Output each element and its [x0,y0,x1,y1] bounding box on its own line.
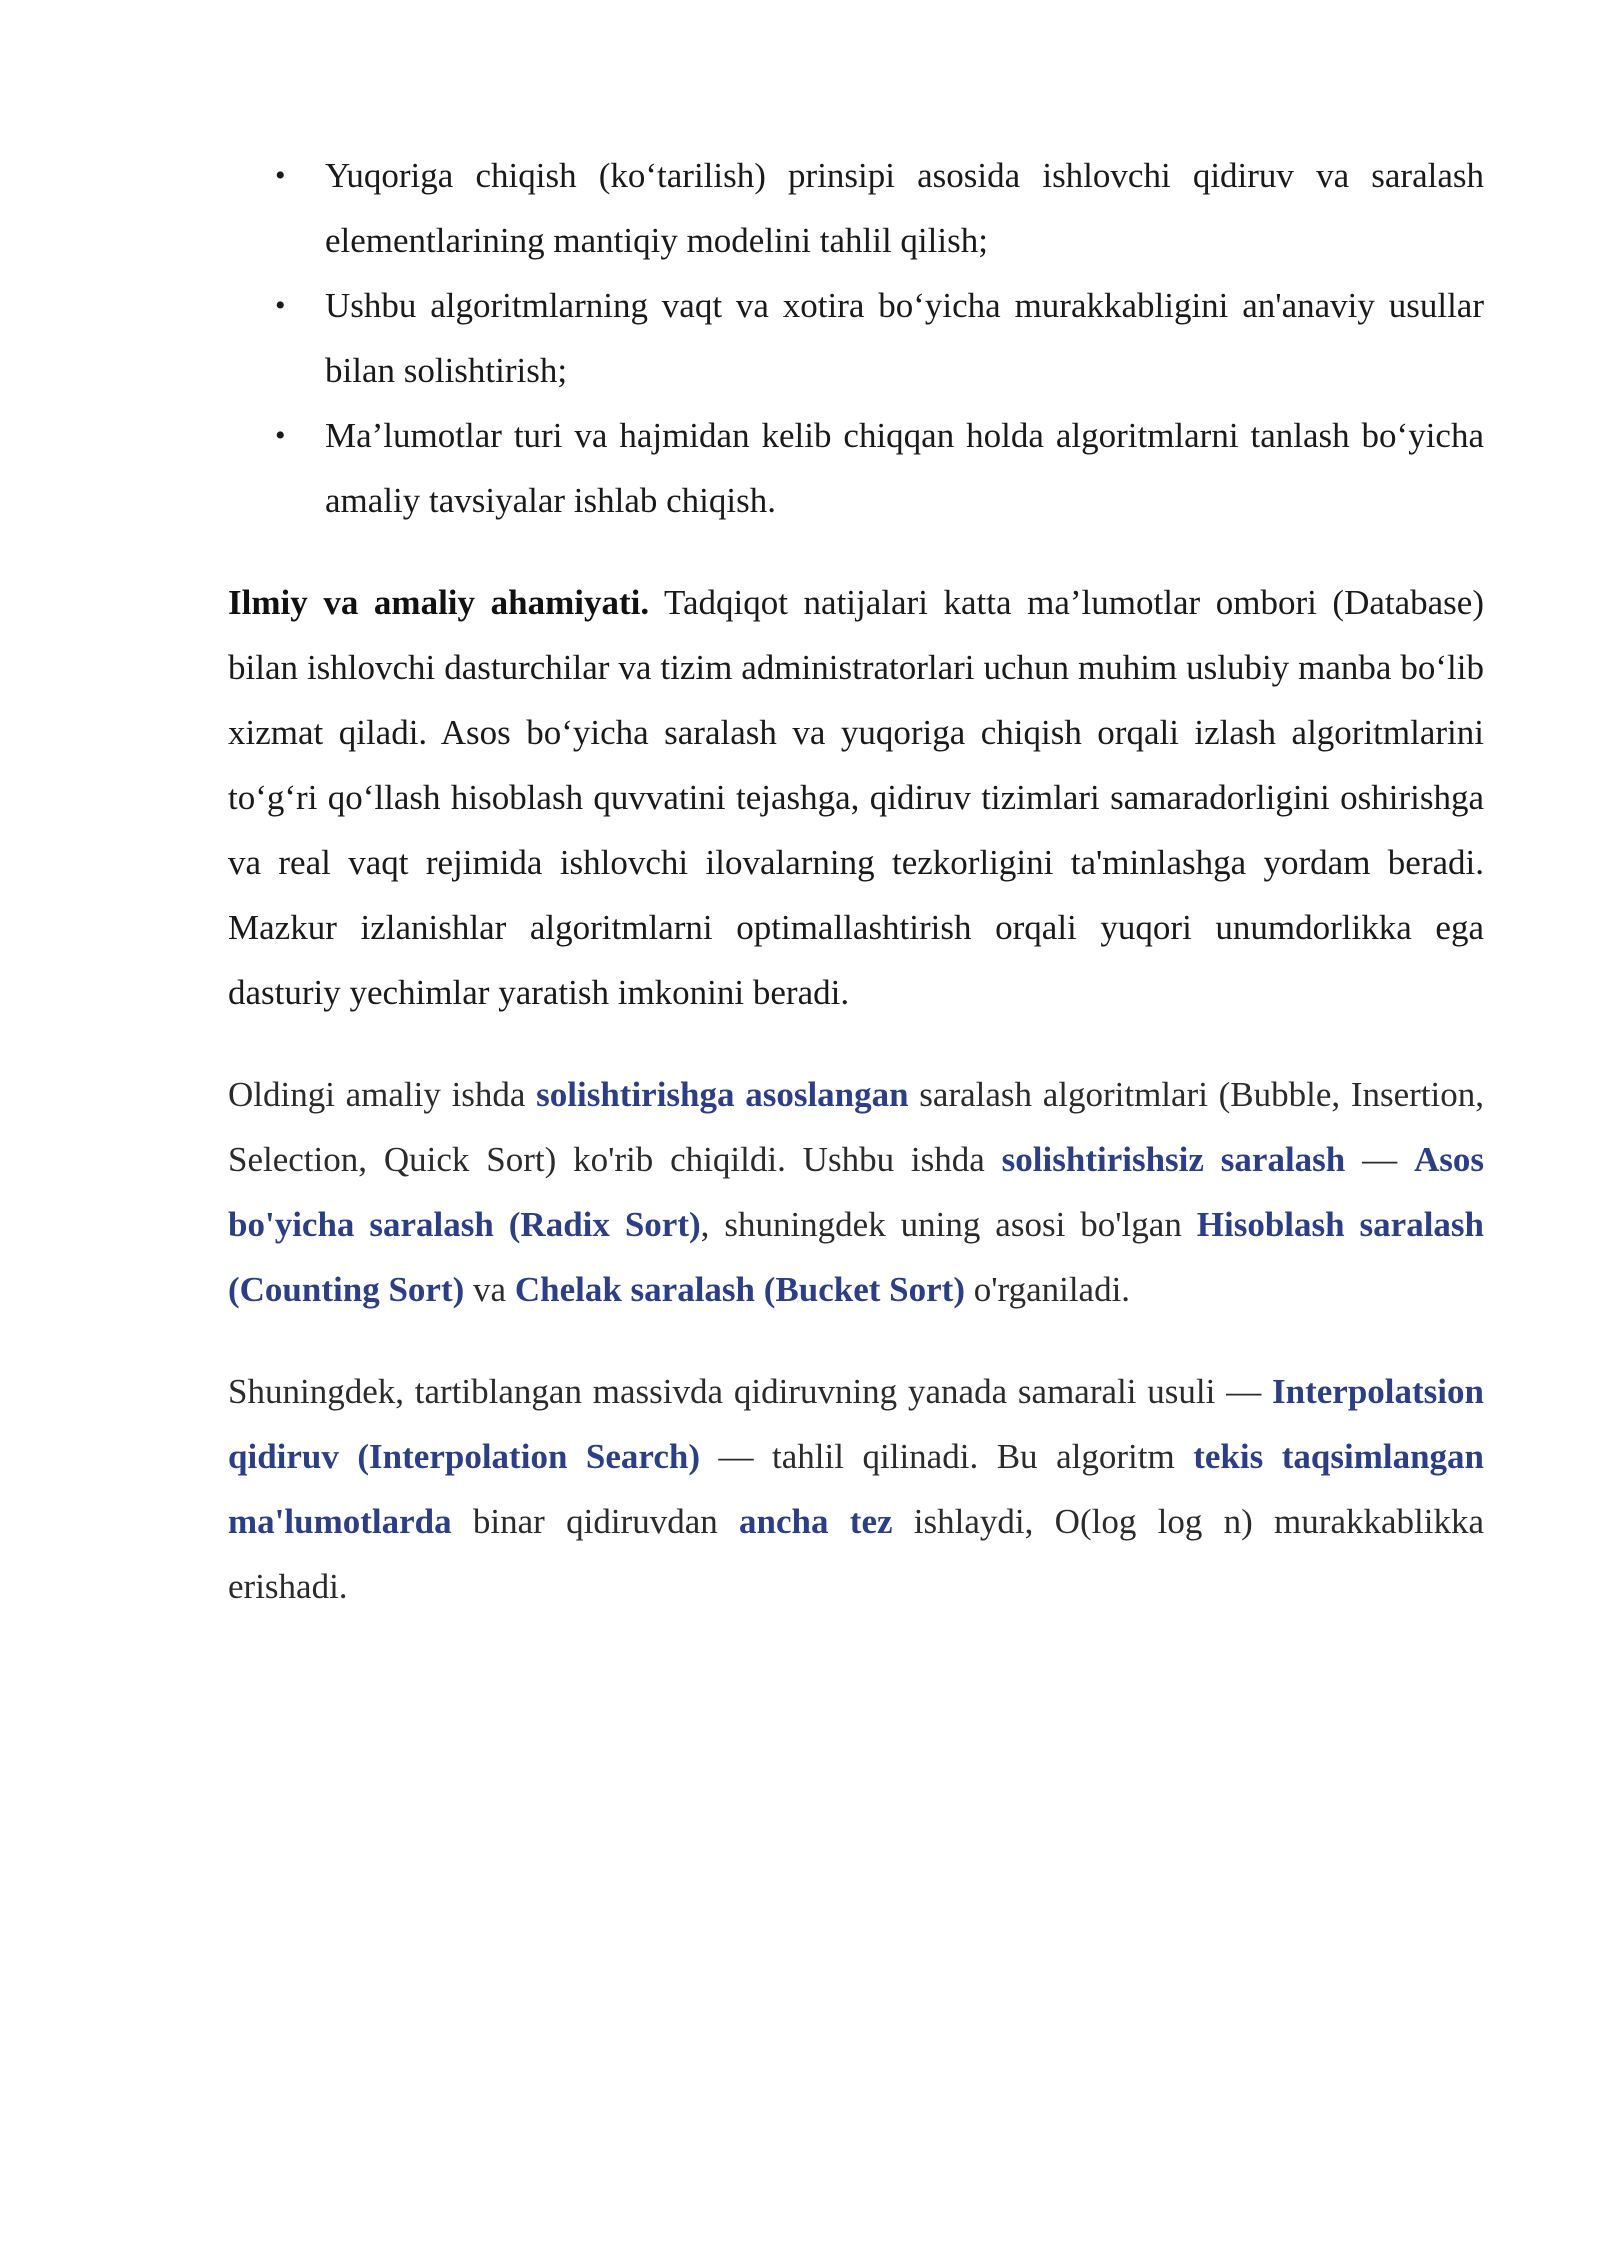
list-item-text: Ushbu algoritmlarning vaqt va xotira bo‘yicha murakkabligini an'anaviy usullar bilan solishtirish; [325,286,1484,390]
highlight-term: Interpolatsion qidiruv (Interpolation Search) [228,1372,1484,1476]
list-item-text: Yuqoriga chiqish (ko‘tarilish) prinsipi asosida ishlovchi qidiruv va saralash elementlarining mantiqiy modelini tahlil qilish; [325,156,1484,260]
list-item-text: Ma’lumotlar turi va hajmidan kelib chiqqan holda algoritmlarni tanlash bo‘yicha amaliy tavsiyalar ishlab chiqish. [325,416,1484,520]
text-run: saralash algoritmlari (Bubble, Insertion, Selection, Quick Sort) ko'rib chiqildi. Ushbu ishda [228,1075,1484,1179]
objectives-list [228,143,1484,533]
highlight-term: Hisoblash saralash (Counting Sort) [228,1205,1485,1309]
bullet-icon: • [275,289,286,322]
significance-heading: Ilmiy va amaliy ahamiyati. [228,583,650,622]
text-run: o'rganiladi. [964,1270,1131,1309]
highlight-term: solishtirishga asoslangan [536,1075,909,1114]
highlight-term: Chelak saralash (Bucket Sort) [514,1270,965,1309]
bullet-icon: • [275,159,286,192]
text-run: binar qidiruvdan [451,1502,740,1541]
highlight-term: solishtirishsiz saralash [1001,1140,1346,1179]
significance-paragraph [228,570,1484,1025]
highlight-term: Asos bo'yicha saralash (Radix Sort) [228,1140,1485,1244]
bullet-icon: • [275,419,286,452]
highlight-term: tekis taqsimlangan ma'lumotlarda [228,1437,1485,1541]
list-item [228,273,1484,403]
text-run: — [1345,1140,1414,1179]
previous-work-paragraph [228,1062,1484,1322]
list-item [228,403,1484,533]
interpolation-paragraph [228,1359,1484,1619]
text-run: , shuningdek uning asosi bo'lgan [700,1205,1197,1244]
list-item [228,143,1484,273]
significance-text: Tadqiqot natijalari katta ma’lumotlar ombori (Database) bilan ishlovchi dasturchilar va tizim administratorlari uchun muhim uslubiy manba bo‘lib xizmat qiladi. Asos bo‘yicha saralash va yuqoriga chiqish orqali izlash algoritmlarini to‘g‘ri qo‘llash hisoblash quvvatini tejashga, qidiruv tizimlari samaradorligini oshirishga va real vaqt rejimida ishlovchi ilovalarning tezkorligini ta'minlashga yordam beradi. Mazkur izlanishlar algoritmlarni optimallashtirish orqali yuqori unumdorlikka ega dasturiy yechimlar yaratish imkonini beradi. [228,583,1484,1012]
text-run: Shuningdek, tartiblangan massivda qidiruvning yanada samarali usuli — [228,1372,1273,1411]
text-run: — tahlil qilinadi. Bu algoritm [700,1437,1194,1476]
text-run: Oldingi amaliy ishda [228,1075,537,1114]
document-page [228,143,1484,1619]
highlight-term: ancha tez [739,1502,893,1541]
text-run: va [464,1270,515,1309]
text-run: ishlaydi, O(log log n) murakkablikka erishadi. [228,1502,1484,1606]
